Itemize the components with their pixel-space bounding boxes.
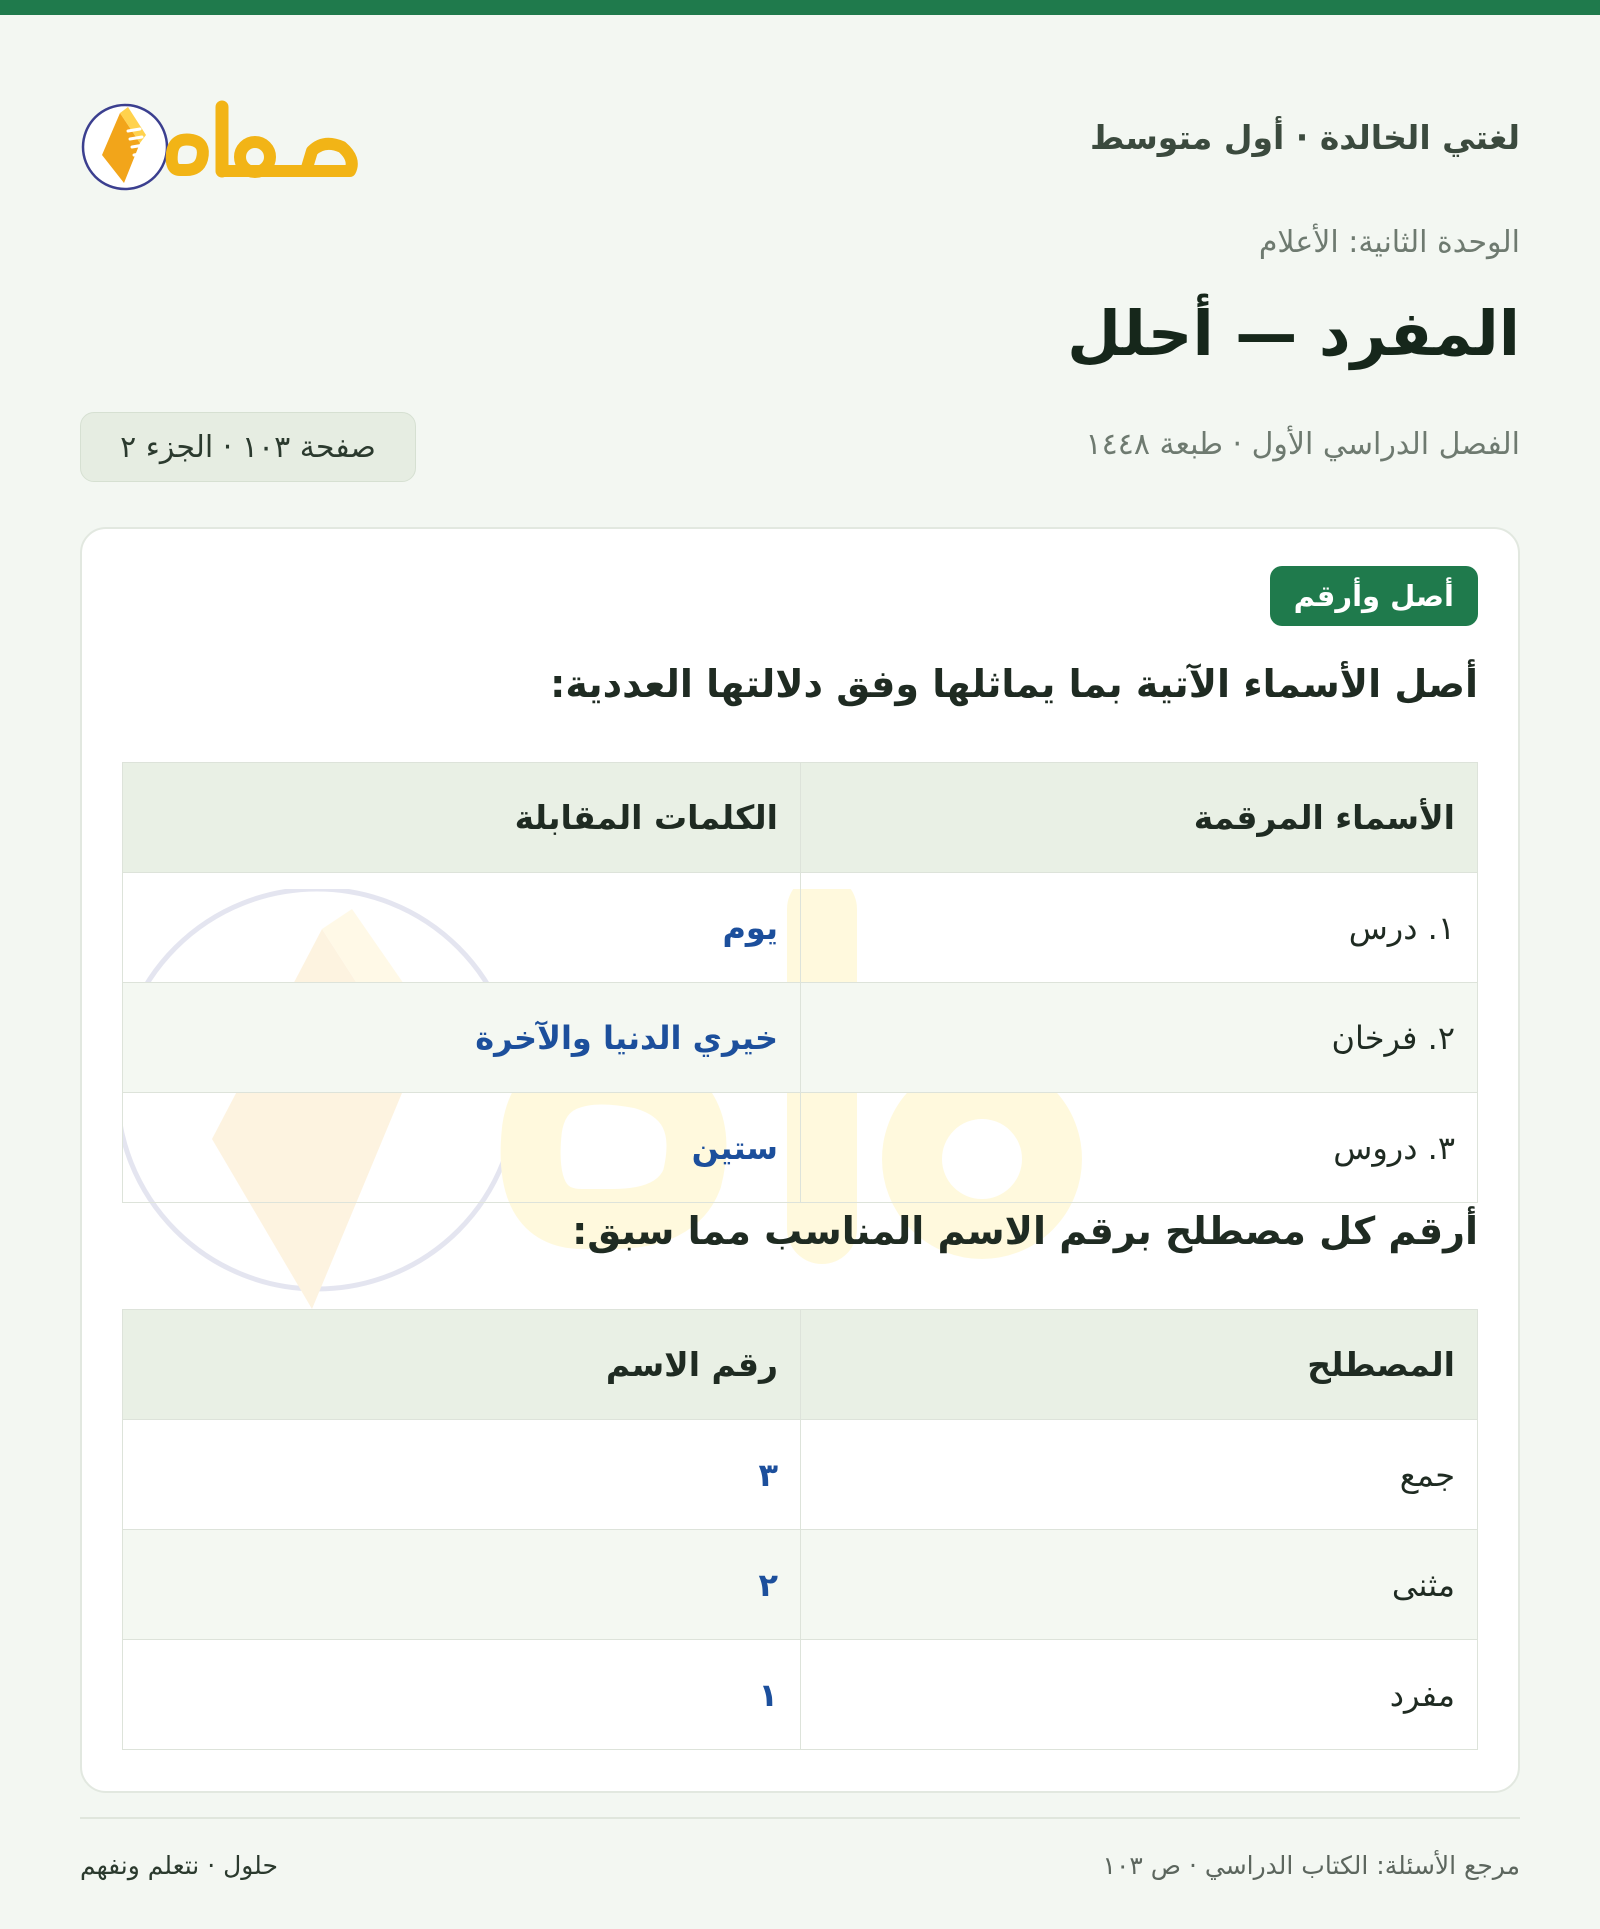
matching-word: ستين [123, 1093, 801, 1203]
term-cell: جمع [801, 1420, 1478, 1530]
table-header-row [123, 763, 1478, 873]
page [80, 15, 1520, 1929]
table-row [123, 1640, 1478, 1750]
hulul-logo[interactable] [80, 85, 360, 195]
name-number-cell: ٣ [123, 1420, 801, 1530]
table-row [123, 1420, 1478, 1530]
numbered-name: ٢. فرخان [801, 983, 1478, 1093]
unit-label: الوحدة الثانية: الأعلام [1258, 225, 1520, 260]
column-header: رقم الاسم [123, 1310, 801, 1420]
question-1-title: أصل الأسماء الآتية بما يماثلها وفق دلالتها العددية: [550, 662, 1478, 706]
table-header-row [123, 1310, 1478, 1420]
table-row [123, 983, 1478, 1093]
question-2-title: أرقم كل مصطلح برقم الاسم المناسب مما سبق: [572, 1209, 1478, 1253]
exercise-tag: أصل وأرقم [1270, 566, 1478, 626]
matching-word: يوم [123, 873, 801, 983]
numbered-name: ١. درس [801, 873, 1478, 983]
term-cell: مثنى [801, 1530, 1478, 1640]
page-reference-badge: صفحة ١٠٣ · الجزء ٢ [80, 412, 416, 482]
table-row [123, 1530, 1478, 1640]
name-number-cell: ٢ [123, 1530, 801, 1640]
column-header: الكلمات المقابلة [123, 763, 801, 873]
term-cell: مفرد [801, 1640, 1478, 1750]
question-2-table [122, 1309, 1478, 1750]
numbered-name: ٣. دروس [801, 1093, 1478, 1203]
name-number-cell: ١ [123, 1640, 801, 1750]
footer-brand: حلول · نتعلم ونفهم [80, 1851, 278, 1880]
top-accent-bar [0, 0, 1600, 15]
term-label: الفصل الدراسي الأول · طبعة ١٤٤٨ [1085, 427, 1520, 462]
column-header: الأسماء المرقمة [801, 763, 1478, 873]
question-1-table [122, 762, 1478, 1203]
column-header: المصطلح [801, 1310, 1478, 1420]
footer-divider [80, 1817, 1520, 1819]
table-row [123, 1093, 1478, 1203]
lesson-title: المفرد — أحلل [1067, 297, 1520, 370]
book-title: لغتي الخالدة · أول متوسط [1089, 118, 1520, 157]
table-row [123, 873, 1478, 983]
header [80, 85, 1520, 195]
card-content [122, 529, 1478, 1791]
footer-reference: مرجع الأسئلة: الكتاب الدراسي · ص ١٠٣ [1102, 1851, 1520, 1880]
exercise-card [80, 527, 1520, 1793]
matching-word: خيري الدنيا والآخرة [123, 983, 801, 1093]
